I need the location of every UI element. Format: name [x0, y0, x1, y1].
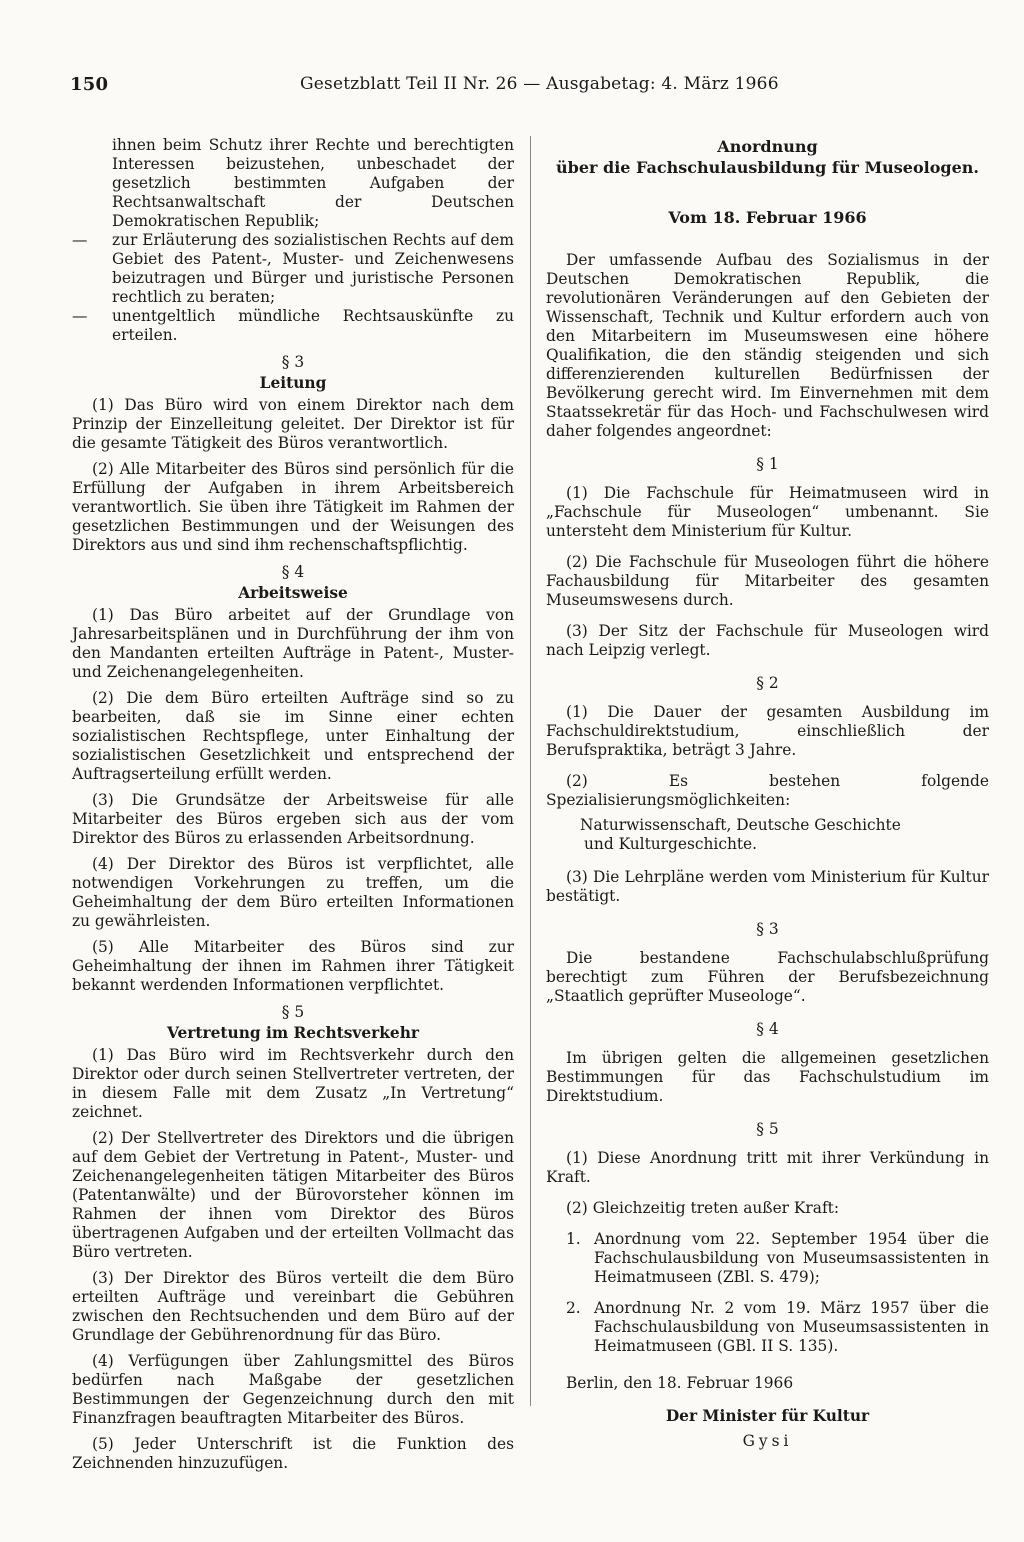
- gazette-header-title: Gesetzblatt Teil II Nr. 26 — Ausgabetag: 4. März 1966: [300, 74, 779, 94]
- paragraph: (5) Jeder Unterschrift ist die Funktion des Zeichnenden hinzuzufügen.: [72, 1435, 514, 1472]
- paragraph: (2) Alle Mitarbeiter des Büros sind persönlich für die Erfüllung der Aufgaben in ihrem Arbeitsbereich verantwortlich. Sie üben ihre Tätigkeit im Rahmen der gesetzlichen Bestimmungen und der Weisungen des Direktors aus und sind ihm rechenschaftspflichtig.: [72, 460, 514, 554]
- paragraph: (3) Der Sitz der Fachschule für Museologen wird nach Leipzig verlegt.: [546, 622, 989, 659]
- left-column: [72, 136, 514, 1480]
- section-number: § 4: [281, 563, 305, 581]
- specializations: [580, 816, 989, 854]
- signer-name: Gysi: [742, 1432, 793, 1450]
- paragraph: (2) Die dem Büro erteilten Aufträge sind so zu bearbeiten, daß sie im Sinne einer echten sozialistischen Rechtspflege, unter Einhaltung der sozialistischen Gesetzlichkeit und entsprechend der Auftragserteilung erfüllt werden.: [72, 689, 514, 783]
- section-number: § 3: [756, 920, 779, 938]
- minister-title: Der Minister für Kultur: [665, 1407, 870, 1425]
- paragraph: (2) Die Fachschule für Museologen führt die höhere Fachausbildung für Mitarbeiter des gesamten Museumswesens durch.: [546, 553, 989, 609]
- section-number: § 1: [756, 455, 779, 473]
- paragraph: (3) Der Direktor des Büros verteilt die dem Büro erteilten Aufträge und vereinbart die Gebühren zwischen den Rechtsuchenden und dem Büro auf der Grundlage der Gebührenordnung für das Büro.: [72, 1269, 514, 1344]
- paragraph: (2) Der Stellvertreter des Direktors und die übrigen auf dem Gebiet der Vertretung in Patent-, Muster- und Zeichenangelegenheiten tätigen Mitarbeiter des Büros (Patentanwälte) und der Bürovorsteher können im Rahmen der ihnen vom Direktor des Büros übertragenen Aufgaben und der erteilten Vollmacht das Büro vertreten.: [72, 1129, 514, 1261]
- paragraph: (1) Die Fachschule für Heimatmuseen wird in „Fachschule für Museologen“ umbenannt. Sie untersteht dem Ministerium für Kultur.: [546, 484, 989, 540]
- paragraph: (4) Verfügungen über Zahlungsmittel des Büros bedürfen nach Maßgabe der gesetzlichen Bestimmungen der Gegenzeichnung durch den mit Finanzfragen beauftragten Mitarbeiter des Büros.: [72, 1352, 514, 1427]
- list-text: Anordnung vom 22. September 1954 über die Fachschulausbildung von Museumsassistenten in Heimatmuseen (ZBl. S. 479);: [594, 1230, 989, 1286]
- paragraph: Die bestandene Fachschulabschlußprüfung berechtigt zum Führen der Berufsbezeichnung „Staatlich geprüfter Museologe“.: [546, 949, 989, 1005]
- dash-item-text: unentgeltlich mündliche Rechtsauskünfte zu erteilen.: [112, 307, 514, 344]
- list-number: 2.: [566, 1299, 581, 1317]
- preamble: Der umfassende Aufbau des Sozialismus in der Deutschen Demokratischen Republik, die revolutionären Veränderungen auf den Gebieten der Wissenschaft, Technik und Kultur erfordern auch von den Mitarbeitern im Museumswesen eine höhere Qualifikation, die den ständig steigenden und sich differenzierenden kulturellen Bedürfnissen der Bevölkerung gerecht wird. Im Einvernehmen mit dem Staatssekretär für das Hoch- und Fachschulwesen wird daher folgendes angeordnet:: [546, 251, 989, 440]
- list-text: Anordnung Nr. 2 vom 19. März 1957 über die Fachschulausbildung von Museumsassistenten in Heimatmuseen (GBl. II S. 135).: [594, 1299, 989, 1355]
- section-number: § 4: [756, 1020, 779, 1038]
- section-number: § 5: [281, 1003, 305, 1021]
- decree-title: Anordnung: [717, 137, 818, 156]
- paragraph: (4) Der Direktor des Büros ist verpflichtet, alle notwendigen Vorkehrungen zu treffen, um die Geheimhaltung der dem Büro erteilten Informationen zu gewährleisten.: [72, 855, 514, 930]
- specialization-line: Naturwissenschaft, Deutsche Geschichte: [580, 816, 901, 834]
- section-heading: Vertretung im Rechtsverkehr: [166, 1024, 420, 1042]
- paragraph: (3) Die Grundsätze der Arbeitsweise für alle Mitarbeiter des Büros ergeben sich aus der vom Direktor des Büros zu erlassenden Arbeitsordnung.: [72, 791, 514, 847]
- page-number: 150: [70, 74, 109, 95]
- place-date: Berlin, den 18. Februar 1966: [566, 1374, 794, 1392]
- dash-item: [72, 231, 514, 307]
- paragraph: (2) Gleichzeitig treten außer Kraft:: [566, 1199, 840, 1217]
- section-number: § 2: [756, 674, 779, 692]
- column-divider: [530, 136, 531, 1406]
- paragraph: (3) Die Lehrpläne werden vom Ministerium für Kultur bestätigt.: [546, 868, 989, 905]
- paragraph: Im übrigen gelten die allgemeinen gesetzlichen Bestimmungen für das Fachschulstudium im Direktstudium.: [546, 1049, 989, 1105]
- decree-date: Vom 18. Februar 1966: [668, 208, 867, 227]
- paragraph: (1) Die Dauer der gesamten Ausbildung im Fachschuldirektstudium, einschließlich der Berufspraktika, beträgt 3 Jahre.: [546, 703, 989, 759]
- dash-mark: —: [72, 231, 88, 249]
- list-item: [546, 1230, 989, 1287]
- dash-item: [72, 307, 514, 345]
- list-item: [546, 1299, 989, 1356]
- page-header: [70, 74, 990, 104]
- right-column: [546, 136, 989, 1451]
- section-heading: Leitung: [259, 374, 327, 392]
- paragraph: (2) Es bestehen folgende Spezialisierungsmöglichkeiten:: [546, 772, 989, 809]
- paragraph: (1) Diese Anordnung tritt mit ihrer Verkündung in Kraft.: [546, 1149, 989, 1186]
- paragraph: (1) Das Büro arbeitet auf der Grundlage von Jahresarbeitsplänen und in Durchführung der ihm von den Mandanten erteilten Aufträge in Patent-, Muster- und Zeichenangelegenheiten.: [72, 606, 514, 681]
- intro-continuation: ihnen beim Schutz ihrer Rechte und berechtigten Interessen beizustehen, unbeschadet der gesetzlich bestimmten Aufgaben der Rechtsanwaltschaft der Deutschen Demokratischen Republik;: [112, 136, 514, 230]
- dash-mark: —: [72, 307, 88, 325]
- list-number: 1.: [566, 1230, 581, 1248]
- dash-item-text: zur Erläuterung des sozialistischen Rechts auf dem Gebiet des Patent-, Muster- und Zeichenwesens beizutragen und Bürger und juristische Personen rechtlich zu beraten;: [112, 231, 514, 306]
- section-number: § 5: [756, 1120, 779, 1138]
- section-heading: Arbeitsweise: [238, 584, 348, 602]
- decree-subtitle: über die Fachschulausbildung für Museologen.: [556, 158, 979, 177]
- section-number: § 3: [281, 353, 305, 371]
- paragraph: (1) Das Büro wird von einem Direktor nach dem Prinzip der Einzelleitung geleitet. Der Direktor ist für die gesamte Tätigkeit des Büros verantwortlich.: [72, 396, 514, 452]
- paragraph: (5) Alle Mitarbeiter des Büros sind zur Geheimhaltung der ihnen im Rahmen ihrer Tätigkeit bekannt werdenden Informationen verpflichtet.: [72, 938, 514, 994]
- paragraph: (1) Das Büro wird im Rechtsverkehr durch den Direktor oder durch seinen Stellvertreter vertreten, der in diesem Falle mit dem Zusatz „In Vertretung“ zeichnet.: [72, 1046, 514, 1121]
- specialization-line: und Kulturgeschichte.: [584, 835, 758, 853]
